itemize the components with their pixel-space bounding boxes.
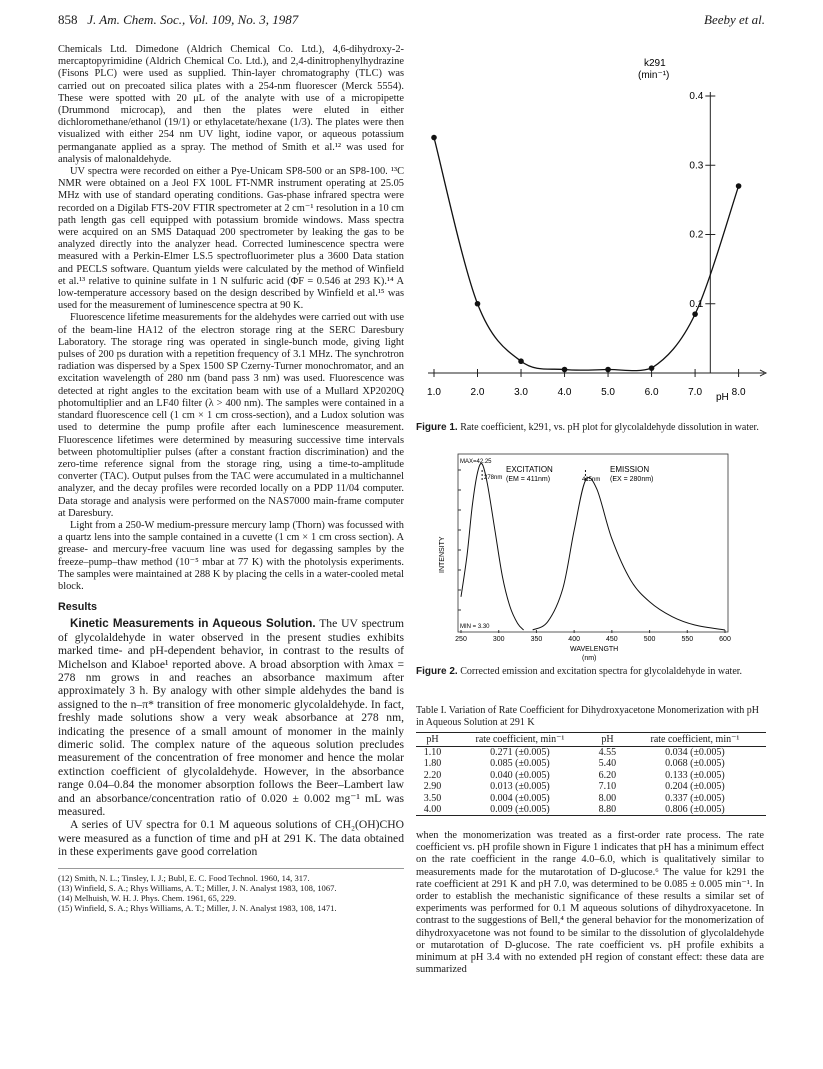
caption-text: Corrected emission and excitation spectra for glycolaldehyde in water. bbox=[460, 666, 743, 677]
table-cell: 0.085 (±0.005) bbox=[490, 758, 550, 770]
reference: (12) Smith, N. L.; Tinsley, I. J.; Bubl, E. C. Food Technol. 1960, 14, 317. bbox=[58, 872, 310, 883]
caption-label: Figure 2. bbox=[416, 666, 458, 677]
excitation-subtitle: (EM = 411nm) bbox=[506, 476, 551, 483]
x-tick-label: 400 bbox=[568, 636, 580, 643]
x-tick-label: 5.0 bbox=[601, 387, 616, 398]
data-point bbox=[692, 311, 698, 317]
table-1 bbox=[416, 705, 766, 816]
table-cell: 0.204 (±0.005) bbox=[665, 781, 725, 793]
x-tick-label: 4.0 bbox=[557, 387, 572, 398]
figure-2 bbox=[430, 448, 760, 663]
paragraph: when the monomerization was treated as a first-order rate process. The rate coefficient vs. pH profile shown in Figure 1 indicates that pH has a minimum effect on the rate coefficient in the range 4.0–6.0, which is qualitatively similar to measurements made for the mutarotation of D-glucose.⁶ The value for k291 the rate coefficient at 291 K and pH 7.0, was determined to be 0.085 ± 0.005 min⁻¹. In order to establish the mechanistic significance of these results a similar set of experiments was performed for 0.1 M aqueous solutions of dihydroxyacetone. In contrast to the suggestions of Bell,⁴ the general behavior for the monomerization of dihydroxyacetone was not found to be similar to the dissolution of glycolaldehyde or mutarotation of D-glucose. The rate coefficient vs. pH profile exhibits a minimum at pH 3.4 with no extended pH region of constant effect: these data are summarized bbox=[416, 830, 764, 976]
data-point bbox=[649, 365, 655, 371]
caption-label: Figure 1. bbox=[416, 422, 458, 433]
paragraph-text: The UV spectrum of glycolaldehyde in water observed in the present studies exhibits marked time- and pH-dependent behavior, in contrast to the results of Michelson and Klaboe¹ reported above. A broad absorption with λmax = 278 nm grows in and reaches an absorbance maximum after approximately 3 h. By analogy with other simple aldehydes the band is assigned to the n–π* transition of free monomeric glycolaldehyde. In fact, freshly made solutions show a very weak absorbance at 278 nm, indicating the presence of a small amount of monomer in the mainly dimeric solid. The complex nature of the aqueous solution precludes measurement of the concentration of free monomer and hence the molar extinction coefficient of glycolaldehyde. However, in the absorbance range 0.04–0.84 the monomer absorption follows the Beer–Lambert law and an absorbance/concentration ratio of 0.020 ± 0.002 mg⁻¹ mL was measured. bbox=[58, 617, 404, 819]
journal-citation: J. Am. Chem. Soc., Vol. 109, No. 3, 1987 bbox=[87, 12, 299, 27]
x-tick-label: 500 bbox=[643, 636, 656, 643]
table-row bbox=[416, 781, 766, 792]
x-tick-label: 1.0 bbox=[427, 387, 441, 398]
data-point bbox=[518, 358, 524, 364]
figure-2-caption bbox=[416, 666, 768, 678]
table-row bbox=[416, 770, 766, 781]
table-cell: 8.00 bbox=[598, 792, 617, 804]
x-tick-label: 250 bbox=[455, 636, 467, 643]
figure-2-chart bbox=[430, 448, 760, 663]
x-tick-label: 300 bbox=[492, 636, 505, 643]
y-axis-label: k291 bbox=[644, 58, 666, 69]
x-tick-label: 550 bbox=[681, 636, 694, 643]
page-header bbox=[58, 12, 765, 32]
running-authors: Beeby et al. bbox=[704, 12, 765, 27]
table-cell: 0.806 (±0.005) bbox=[624, 804, 766, 816]
paragraph bbox=[58, 617, 404, 818]
table-cell: 2.20 bbox=[423, 769, 442, 781]
data-point bbox=[475, 301, 481, 307]
figure-1 bbox=[416, 40, 776, 430]
y-axis-label: INTENSITY bbox=[439, 536, 446, 573]
table-cell: 0.013 (±0.005) bbox=[490, 781, 550, 793]
table-cell: 0.009 (±0.005) bbox=[449, 804, 591, 816]
data-point bbox=[605, 367, 611, 373]
reference: (15) Winfield, S. A.; Rhys Williams, A. T.; Miller, J. N. Analyst 1983, 108, 1471. bbox=[58, 903, 337, 914]
excitation-label: EXCITATION bbox=[506, 465, 553, 474]
table-cell: 0.133 (±0.005) bbox=[665, 769, 725, 781]
column-header: rate coefficient, min⁻¹ bbox=[449, 733, 591, 747]
table-cell: 0.034 (±0.005) bbox=[665, 747, 725, 758]
table-row bbox=[416, 758, 766, 769]
table-cell: 0.004 (±0.005) bbox=[490, 792, 550, 804]
y-tick-label: 0.2 bbox=[689, 229, 704, 241]
column-header: rate coefficient, min⁻¹ bbox=[624, 733, 766, 747]
paragraph: UV spectra were recorded on either a Pye-Unicam SP8-500 or an SP8-100. ¹³C NMR were obtained on a Jeol FX 100L FT-NMR instrument operating at 25.05 MHz with use of standard operating conditions. Gas-phase infrared spectra were recorded on a Digilab FTS-20V FTIR spectrometer at 2 cm⁻¹ resolution in a 10 cm path length gas cell equipped with potassium bromide windows. Mass spectra were acquired on an SMS Dataquad 200 spectrometer by leaking the gas to be analyzed directly into the analyzer head. Corrected luminescence spectra were measured with a Perkin-Elmer LS.5 spectrofluorimeter plus a 3600 Data station and PECLS software. Quantum yields were calculated by the method of Winfield et al.¹³ relative to quinine sulfate in 1 N sulfuric acid (ΦF = 0.546 at 293 K).¹⁴ A low-temperature accessory based on the design described by Winfield et al.¹⁵ was used for the measurement of luminescence spectra at 90 K. bbox=[58, 166, 404, 312]
x-tick-label: 3.0 bbox=[514, 387, 528, 398]
reference: (13) Winfield, S. A.; Rhys Williams, A. T.; Miller, J. N. Analyst 1983, 108, 1067. bbox=[58, 882, 337, 893]
table-cell: 0.040 (±0.005) bbox=[490, 769, 550, 781]
paragraph: A series of UV spectra for 0.1 M aqueous solutions of CH₂(OH)CHO were measured as a function of time and pH at 291 K. The data obtained in these experiments gave good correlation bbox=[58, 818, 404, 859]
table-cell: 1.10 bbox=[423, 747, 442, 758]
emission-peak-label: 415nm bbox=[582, 477, 601, 483]
data-point bbox=[431, 135, 437, 141]
series-line bbox=[434, 138, 739, 371]
max-label: MAX=42.25 bbox=[460, 459, 492, 465]
x-tick-label: 450 bbox=[606, 636, 618, 643]
table-cell: 0.271 (±0.005) bbox=[490, 747, 550, 758]
x-axis-label: WAVELENGTH bbox=[570, 646, 619, 653]
table-cell: 2.90 bbox=[423, 781, 442, 793]
table-cell: 4.55 bbox=[598, 747, 617, 758]
table-cell: 6.20 bbox=[598, 769, 617, 781]
paragraph: Chemicals Ltd. Dimedone (Aldrich Chemical Co. Ltd.), 4,6-dihydroxy-2-mercaptopyrimidine (Aldrich Chemical Co. Ltd.), and 2,4-dinitrophenylhydrazine (Fisons PLC) were used as supplied. Thin-layer chromatography (TLC) was carried out on precoated silica plates with a 254-nm fluorescer (Merck 5554). These were spotted with 20 μL of the analyte with use of a micropipette (Drummond microcap), and then the plates were eluted in either dichloromethane/ethanol (19/1) or ethylacetate/hexane (1/3). The plates were then visualized with either 254 nm UV light, iodine vapor, or aqueous potassium permanganate applied as a spray. The method of Smith et al.¹² was used for analysis of malonaldehyde. bbox=[58, 44, 404, 165]
table-row bbox=[416, 793, 766, 804]
table-cell: 4.00 bbox=[416, 804, 449, 816]
spectrum-excitation bbox=[461, 463, 524, 630]
x-tick-label: 8.0 bbox=[731, 387, 746, 398]
x-tick-label: 7.0 bbox=[688, 387, 703, 398]
emission-label: EMISSION bbox=[610, 465, 650, 474]
figure-1-caption bbox=[416, 422, 776, 434]
table-header-row bbox=[416, 733, 766, 747]
header-left bbox=[58, 12, 298, 28]
emission-subtitle: (EX = 280nm) bbox=[610, 476, 654, 483]
x-tick-label: 600 bbox=[719, 636, 731, 643]
excitation-peak-label: 278nm bbox=[484, 475, 503, 481]
table-cell: 7.10 bbox=[598, 781, 617, 793]
paragraph: Fluorescence lifetime measurements for the aldehydes were carried out with use of the beam-line HA12 of the electron storage ring at the SERC Daresbury Laboratory. The storage ring was operated in single-bunch mode, giving light pulses of 200 ps duration with a repetition frequency of 3.1 MHz. The synchrotron radiation was dispersed by a Spex 1500 SP Czerny-Turner monochromator, and an excitation wavelength of 280 nm (band pass 3 nm) was used. Fluorescence was detected at right angles to the excitation beam with use of a Mullard XP2020Q photomultiplier and an LF40 filter (λ > 400 nm). The samples were contained in a standard fluorescence cell (1 cm × 1 cm cross-section), and a Ludox solution was used to determine the pump profile after each luminescence measurement. Fluorescence lifetimes were determined by measuring successive time intervals between photomultiplier pulses (after a constant fraction discrimination) and the zero-time reference signal from the storage ring, using a time-to-amplitude converter (TAC). Output pulses from the TAC were accumulated in a multichannel analyzer, and the decay profiles were recorded locally on a PDP 11/04 computer. Data storage and analysis were performed on the NAS7000 main-frame computer at Daresbury. bbox=[58, 312, 404, 519]
data-point bbox=[562, 367, 568, 373]
table-cell: 0.337 (±0.005) bbox=[665, 792, 725, 804]
reference: (14) Melhuish, W. H. J. Phys. Chem. 1961, 65, 229. bbox=[58, 893, 237, 904]
data-table bbox=[416, 732, 766, 816]
x-tick-label: 350 bbox=[530, 636, 543, 643]
y-tick-label: 0.1 bbox=[689, 298, 704, 310]
page-number: 858 bbox=[58, 12, 78, 27]
y-tick-label: 0.4 bbox=[689, 91, 704, 102]
min-label: MIN = 3.30 bbox=[460, 624, 490, 630]
y-axis-unit: (min⁻¹) bbox=[638, 70, 670, 81]
x-tick-label: 2.0 bbox=[470, 387, 485, 398]
paragraph: Light from a 250-W medium-pressure mercury lamp (Thorn) was focussed with a quartz lens into the sample contained in a cuvette (1 cm × 1 cm cross section). A grease- and mercury-free vacuum line was used for degassing samples by the freeze–pump–thaw method (10⁻⁵ mbar at 77 K) with the photolysis experiments. The samples were maintained at 288 K by placing the cells in a water-cooled metal block. bbox=[58, 519, 404, 592]
table-cell: 8.80 bbox=[591, 804, 624, 816]
table-cell: 1.80 bbox=[423, 758, 442, 770]
subheading: Kinetic Measurements in Aqueous Solution. bbox=[70, 617, 316, 631]
table-cell: 5.40 bbox=[598, 758, 617, 770]
spectrum-emission bbox=[533, 478, 725, 630]
table-cell: 0.068 (±0.005) bbox=[665, 758, 725, 770]
column-header: pH bbox=[416, 733, 449, 747]
x-axis-unit: (nm) bbox=[582, 655, 597, 662]
table-row bbox=[416, 804, 766, 816]
section-heading: Results bbox=[58, 601, 98, 614]
table-cell: 3.50 bbox=[423, 792, 442, 804]
right-column bbox=[416, 830, 764, 976]
caption-text: Rate coefficient, k291, vs. pH plot for glycolaldehyde dissolution in water. bbox=[460, 422, 759, 433]
left-column bbox=[58, 44, 404, 913]
figure-1-chart bbox=[416, 40, 776, 430]
y-tick-label: 0.3 bbox=[689, 160, 704, 172]
x-axis-label: pH bbox=[716, 392, 729, 403]
table-title: Table I. Variation of Rate Coefficient for Dihydroxyacetone Monomerization with pH in Aqueous Solution at 291 K bbox=[416, 705, 759, 728]
references bbox=[58, 868, 404, 914]
x-tick-label: 6.0 bbox=[644, 387, 659, 398]
data-point bbox=[736, 183, 742, 189]
table-row bbox=[416, 747, 766, 759]
column-header: pH bbox=[591, 733, 624, 747]
